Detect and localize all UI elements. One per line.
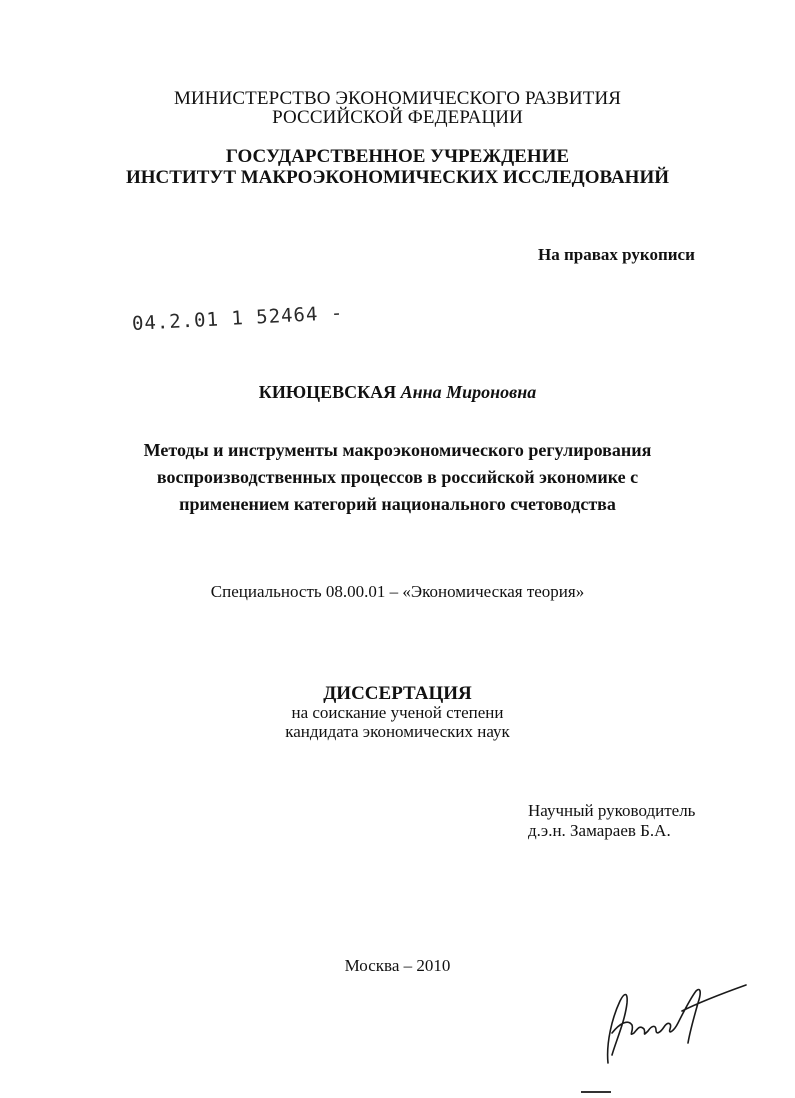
dissertation-label: ДИССЕРТАЦИЯ [323,683,472,704]
institution-line-1: ГОСУДАРСТВЕННОЕ УЧРЕЖДЕНИЕ [225,146,570,167]
degree-line-2: кандидата экономических наук [285,722,510,741]
advisor-name: д.э.н. Замараев Б.А. [528,821,671,840]
author-given-names: Анна Мироновна [400,382,537,402]
registry-stamp: 04.2.01 1 52464 - [131,301,344,335]
city-year: Москва – 2010 [344,956,451,975]
handwritten-signature [598,973,748,1068]
scan-mark [581,1091,611,1093]
specialty: Специальность 08.00.01 – «Экономическая теория» [210,582,585,601]
author-surname: КИЮЦЕВСКАЯ [258,382,397,402]
ministry-line-2: РОССИЙСКОЙ ФЕДЕРАЦИИ [272,107,523,128]
ministry-line-1: МИНИСТЕРСТВО ЭКОНОМИЧЕСКОГО РАЗВИТИЯ [173,88,622,109]
institution-line-2: ИНСТИТУТ МАКРОЭКОНОМИЧЕСКИХ ИССЛЕДОВАНИЙ [125,167,670,188]
thesis-title-line-1: Методы и инструменты макроэкономического регулирования [143,440,652,460]
advisor-role: Научный руководитель [528,801,696,820]
manuscript-rights-note: На правах рукописи [538,245,695,264]
thesis-title-line-3: применением категорий национального счетоводства [179,494,616,514]
author-name [0,382,795,403]
degree-line-1: на соискание ученой степени [291,703,504,722]
thesis-title-line-2: воспроизводственных процессов в российской экономике с [156,467,639,487]
